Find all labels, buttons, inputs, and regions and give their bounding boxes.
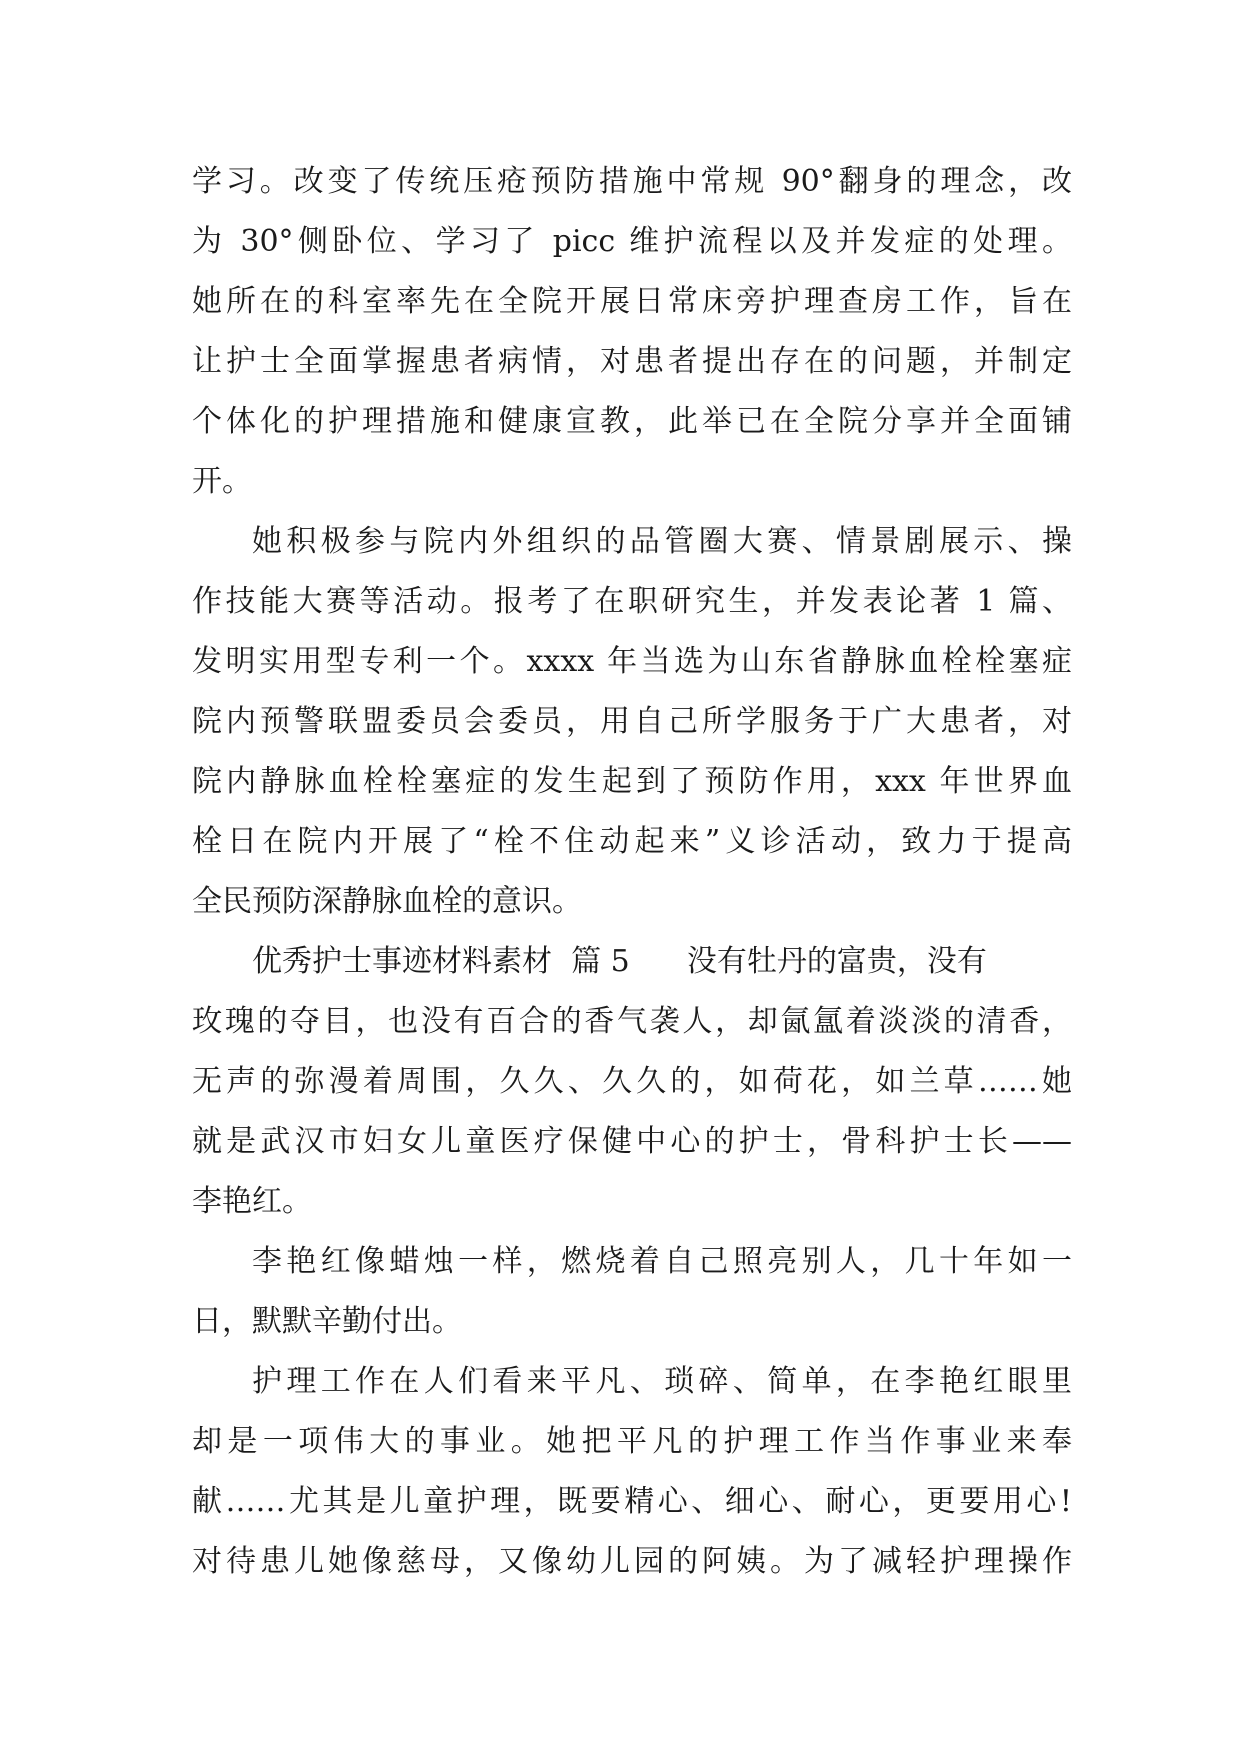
text-line: 李艳红。 <box>192 1184 312 1219</box>
text-line: 对待患儿她像慈母，又像幼儿园的阿姨。为了减轻护理操作 <box>192 1544 1072 1579</box>
text-line: 开。 <box>192 464 252 499</box>
text-line: 为 30°侧卧位、学习了 picc 维护流程以及并发症的处理。 <box>192 224 1072 259</box>
text-line: 她所在的科室率先在全院开展日常床旁护理查房工作，旨在 <box>192 284 1072 319</box>
paragraph-first-line: 护理工作在人们看来平凡、琐碎、简单，在李艳红眼里 <box>252 1364 1072 1399</box>
text-line: 个体化的护理措施和健康宣教，此举已在全院分享并全面铺 <box>192 404 1072 439</box>
text-line: 作技能大赛等活动。报考了在职研究生，并发表论著 1 篇、 <box>192 584 1072 619</box>
text-line: 学习。改变了传统压疮预防措施中常规 90°翻身的理念，改 <box>192 164 1072 199</box>
section-heading-line: 优秀护士事迹材料素材 篇 5 没有牡丹的富贵，没有 <box>252 944 987 979</box>
text-line: 发明实用型专利一个。xxxx 年当选为山东省静脉血栓栓塞症 <box>192 644 1072 679</box>
paragraph-first-line: 她积极参与院内外组织的品管圈大赛、情景剧展示、操 <box>252 524 1072 559</box>
text-line: 玫瑰的夺目，也没有百合的香气袭人，却氤氲着淡淡的清香， <box>192 1004 1072 1039</box>
text-line: 全民预防深静脉血栓的意识。 <box>192 884 582 919</box>
text-line: 栓日在院内开展了“栓不住动起来”义诊活动，致力于提高 <box>192 824 1072 859</box>
text-line: 院内预警联盟委员会委员，用自己所学服务于广大患者，对 <box>192 704 1072 739</box>
text-line: 献……尤其是儿童护理，既要精心、细心、耐心，更要用心! <box>192 1484 1072 1519</box>
text-line: 日，默默辛勤付出。 <box>192 1304 462 1339</box>
text-line: 就是武汉市妇女儿童医疗保健中心的护士，骨科护士长—— <box>192 1124 1072 1159</box>
text-line: 无声的弥漫着周围，久久、久久的，如荷花，如兰草……她 <box>192 1064 1072 1099</box>
text-line: 让护士全面掌握患者病情，对患者提出存在的问题，并制定 <box>192 344 1072 379</box>
text-line: 院内静脉血栓栓塞症的发生起到了预防作用，xxx 年世界血 <box>192 764 1072 799</box>
text-line: 却是一项伟大的事业。她把平凡的护理工作当作事业来奉 <box>192 1424 1072 1459</box>
paragraph-first-line: 李艳红像蜡烛一样，燃烧着自己照亮别人，几十年如一 <box>252 1244 1072 1279</box>
